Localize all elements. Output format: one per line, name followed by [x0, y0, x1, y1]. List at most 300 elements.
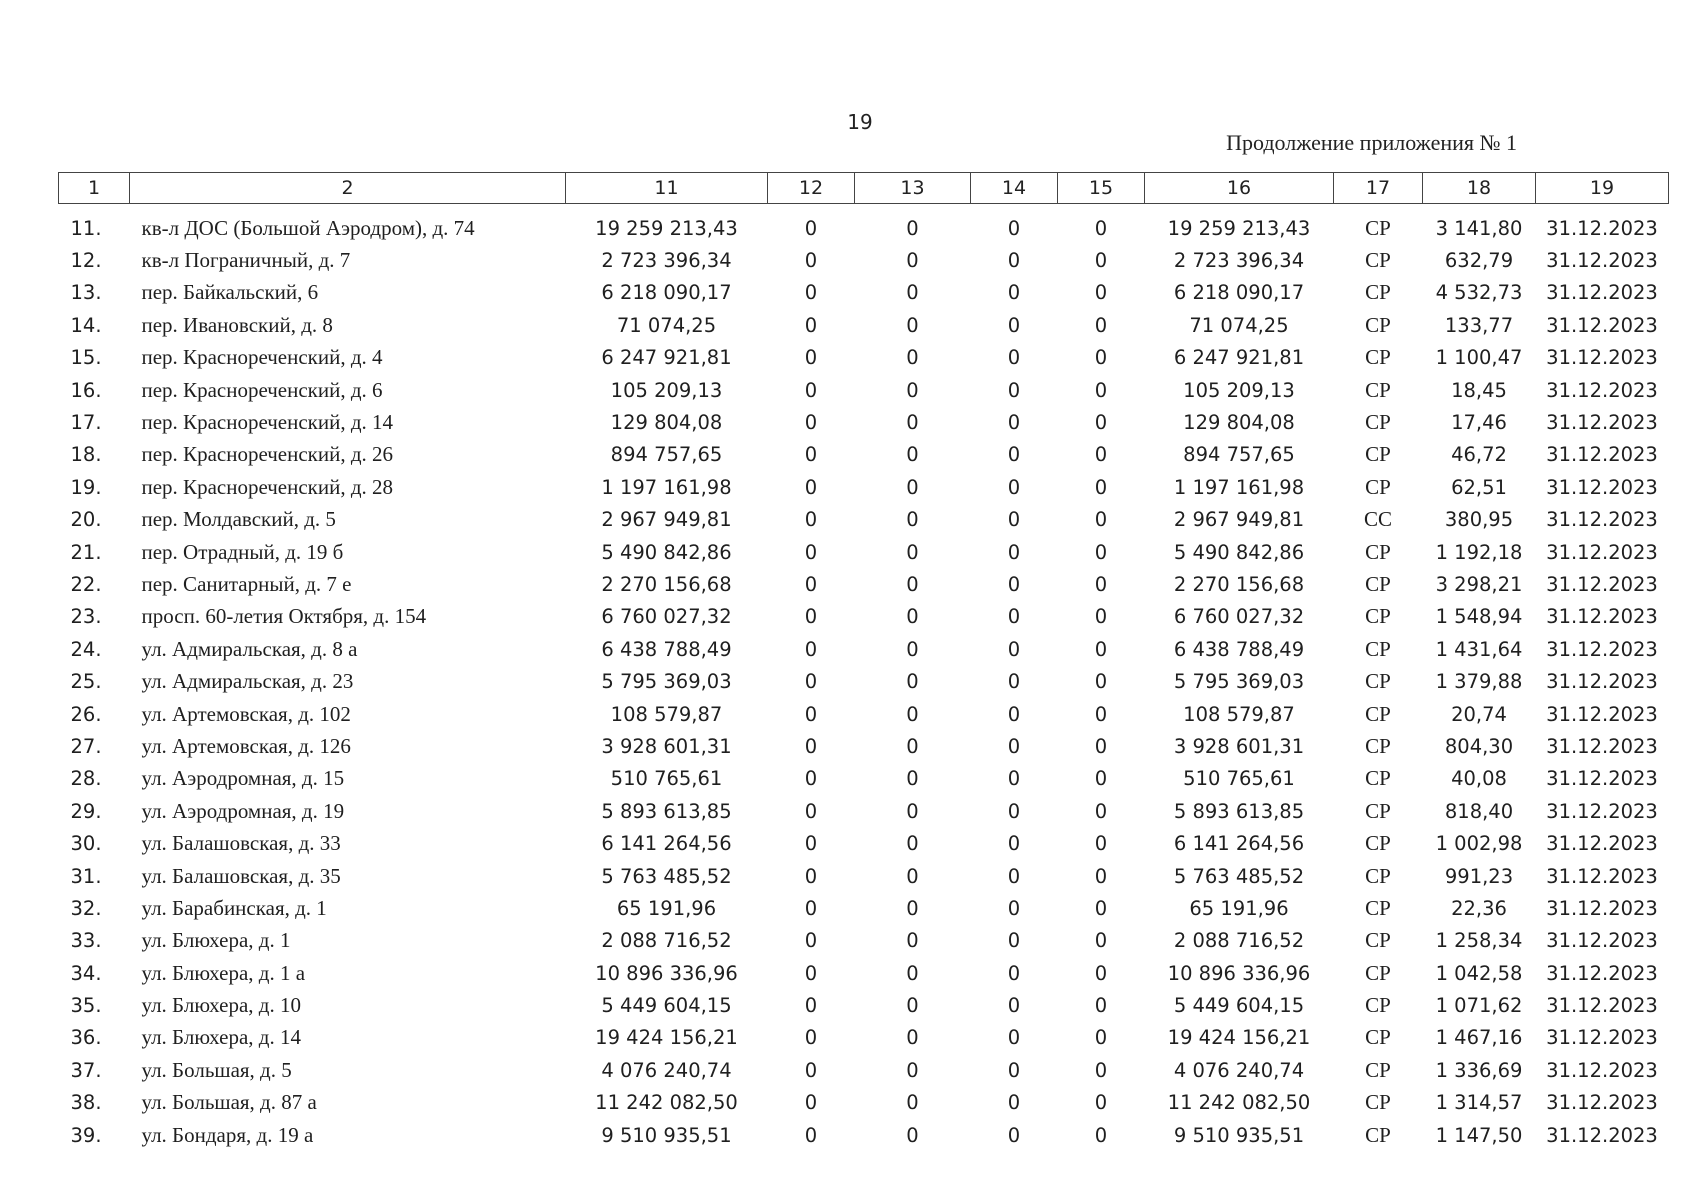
value-cell: 0 [1094, 605, 1108, 629]
value-cell: 0 [1007, 540, 1021, 564]
row-number: 37. [70, 1058, 102, 1082]
row-number: 16. [70, 378, 102, 402]
area-cell: 1 467,16 [1435, 1026, 1523, 1050]
value-cell: 0 [906, 313, 919, 337]
amount-cell: 6 141 264,56 [601, 832, 732, 856]
total-cell: 6 760 027,32 [1173, 605, 1305, 629]
address-cell: пер. Краснореченский, д. 6 [141, 377, 383, 402]
category-cell: СР [1365, 377, 1391, 402]
continuation-label: Продолжение приложения № 1 [1226, 130, 1517, 155]
row-number: 38. [70, 1091, 102, 1115]
address-cell: ул. Блюхера, д. 1 [141, 928, 291, 953]
category-cell: СР [1365, 733, 1391, 758]
address-cell: ул. Артемовская, д. 126 [141, 733, 351, 758]
area-cell: 133,77 [1444, 313, 1514, 337]
data-table [58, 172, 1669, 1151]
value-cell: 0 [804, 281, 818, 305]
category-cell: СР [1365, 410, 1391, 435]
table-row [59, 536, 1669, 568]
value-cell: 0 [1094, 670, 1108, 694]
value-cell: 0 [1094, 994, 1108, 1018]
category-cell: СР [1365, 215, 1391, 240]
value-cell: 0 [804, 994, 818, 1018]
value-cell: 0 [1094, 313, 1108, 337]
value-cell: 0 [906, 216, 919, 240]
value-cell: 0 [1094, 378, 1108, 402]
value-cell: 0 [804, 313, 818, 337]
date-cell: 31.12.2023 [1546, 864, 1658, 888]
address-cell: ул. Адмиральская, д. 8 а [141, 636, 358, 661]
table-row [59, 925, 1669, 957]
area-cell: 991,23 [1444, 864, 1514, 888]
value-cell: 0 [1007, 929, 1021, 953]
area-cell: 1 100,47 [1435, 346, 1523, 370]
value-cell: 0 [1094, 832, 1108, 856]
category-cell: СР [1365, 1090, 1391, 1115]
value-cell: 0 [804, 929, 818, 953]
row-number: 22. [70, 572, 102, 596]
value-cell: 0 [1007, 508, 1021, 532]
date-cell: 31.12.2023 [1546, 1058, 1658, 1082]
total-cell: 3 928 601,31 [1173, 734, 1305, 758]
row-number: 14. [70, 313, 102, 337]
amount-cell: 9 510 935,51 [601, 1123, 732, 1147]
value-cell: 0 [906, 929, 919, 953]
amount-cell: 4 076 240,74 [601, 1058, 732, 1082]
value-cell: 0 [804, 832, 818, 856]
total-cell: 894 757,65 [1183, 443, 1295, 467]
address-cell: ул. Большая, д. 5 [141, 1057, 292, 1082]
category-cell: СР [1365, 1057, 1391, 1082]
category-cell: СР [1365, 539, 1391, 564]
row-number: 20. [70, 508, 102, 532]
address-cell: ул. Аэродромная, д. 15 [141, 766, 345, 791]
page-number: 19 [847, 110, 873, 134]
value-cell: 0 [1007, 216, 1021, 240]
address-cell: пер. Отрадный, д. 19 б [141, 539, 344, 564]
value-cell: 0 [906, 346, 919, 370]
table-row [59, 471, 1669, 503]
date-cell: 31.12.2023 [1546, 799, 1658, 823]
value-cell: 0 [906, 864, 919, 888]
value-cell: 0 [1007, 605, 1021, 629]
table-row [59, 1087, 1669, 1119]
table-row [59, 204, 1669, 245]
column-header: 16 [1145, 173, 1334, 204]
table-row [59, 374, 1669, 406]
date-cell: 31.12.2023 [1546, 961, 1658, 985]
category-cell: СР [1365, 474, 1391, 499]
area-cell: 1 336,69 [1435, 1058, 1523, 1082]
value-cell: 0 [804, 1091, 818, 1115]
row-number: 18. [70, 443, 102, 467]
total-cell: 1 197 161,98 [1173, 475, 1305, 499]
value-cell: 0 [906, 832, 919, 856]
value-cell: 0 [804, 1123, 818, 1147]
value-cell: 0 [1094, 734, 1108, 758]
address-cell: пер. Краснореченский, д. 26 [141, 442, 394, 467]
value-cell: 0 [804, 216, 818, 240]
value-cell: 0 [1007, 1026, 1021, 1050]
date-cell: 31.12.2023 [1546, 540, 1658, 564]
total-cell: 6 247 921,81 [1173, 346, 1305, 370]
value-cell: 0 [906, 1123, 919, 1147]
address-cell: ул. Большая, д. 87 а [141, 1090, 317, 1115]
value-cell: 0 [906, 281, 919, 305]
value-cell: 0 [1094, 896, 1108, 920]
value-cell: 0 [1007, 443, 1021, 467]
amount-cell: 1 197 161,98 [601, 475, 732, 499]
area-cell: 46,72 [1451, 443, 1507, 467]
total-cell: 5 449 604,15 [1173, 994, 1305, 1018]
amount-cell: 510 765,61 [610, 767, 723, 791]
value-cell: 0 [906, 896, 919, 920]
row-number: 12. [70, 249, 102, 273]
row-number: 39. [70, 1123, 102, 1147]
value-cell: 0 [804, 961, 818, 985]
table-body [59, 204, 1669, 1152]
value-cell: 0 [804, 670, 818, 694]
value-cell: 0 [1007, 346, 1021, 370]
value-cell: 0 [1094, 1123, 1108, 1147]
address-cell: кв-л ДОС (Большой Аэродром), д. 74 [141, 215, 475, 240]
table-row [59, 957, 1669, 989]
date-cell: 31.12.2023 [1546, 313, 1658, 337]
row-number: 15. [70, 346, 102, 370]
row-number: 19. [70, 475, 102, 499]
date-cell: 31.12.2023 [1546, 605, 1658, 629]
table-row [59, 698, 1669, 730]
value-cell: 0 [906, 443, 919, 467]
total-cell: 65 191,96 [1189, 896, 1289, 920]
area-cell: 804,30 [1444, 734, 1514, 758]
address-cell: ул. Балашовская, д. 33 [141, 831, 341, 856]
category-cell: СР [1365, 604, 1391, 629]
area-cell: 1 431,64 [1435, 637, 1523, 661]
date-cell: 31.12.2023 [1546, 637, 1658, 661]
category-cell: СР [1365, 312, 1391, 337]
table-row [59, 244, 1669, 276]
amount-cell: 65 191,96 [616, 896, 717, 920]
address-cell: кв-л Пограничный, д. 7 [141, 248, 351, 273]
category-cell: СР [1365, 960, 1391, 985]
total-cell: 105 209,13 [1183, 378, 1295, 402]
value-cell: 0 [1094, 929, 1108, 953]
total-cell: 108 579,87 [1183, 702, 1295, 726]
value-cell: 0 [906, 637, 919, 661]
column-header: 17 [1334, 173, 1423, 204]
area-cell: 1 002,98 [1435, 832, 1523, 856]
value-cell: 0 [804, 896, 818, 920]
total-cell: 5 490 842,86 [1173, 540, 1305, 564]
table-row [59, 730, 1669, 762]
address-cell: ул. Адмиральская, д. 23 [141, 669, 354, 694]
category-cell: СС [1363, 507, 1392, 532]
total-cell: 19 259 213,43 [1167, 216, 1311, 240]
amount-cell: 2 270 156,68 [601, 572, 732, 596]
category-cell: СР [1365, 831, 1391, 856]
area-cell: 1 314,57 [1435, 1091, 1523, 1115]
value-cell: 0 [1094, 216, 1108, 240]
value-cell: 0 [804, 508, 818, 532]
value-cell: 0 [804, 443, 818, 467]
value-cell: 0 [804, 572, 818, 596]
value-cell: 0 [906, 378, 919, 402]
date-cell: 31.12.2023 [1546, 896, 1658, 920]
category-cell: СР [1365, 701, 1391, 726]
total-cell: 11 242 082,50 [1167, 1091, 1311, 1115]
value-cell: 0 [1094, 572, 1108, 596]
value-cell: 0 [1007, 994, 1021, 1018]
row-number: 23. [70, 605, 102, 629]
amount-cell: 6 438 788,49 [601, 637, 732, 661]
table-row [59, 504, 1669, 536]
date-cell: 31.12.2023 [1546, 702, 1658, 726]
value-cell: 0 [1007, 864, 1021, 888]
area-cell: 1 258,34 [1435, 929, 1523, 953]
date-cell: 31.12.2023 [1546, 508, 1658, 532]
table-row [59, 892, 1669, 924]
value-cell: 0 [1007, 281, 1021, 305]
table-row [59, 860, 1669, 892]
value-cell: 0 [906, 734, 919, 758]
total-cell: 6 141 264,56 [1173, 832, 1305, 856]
area-cell: 17,46 [1451, 411, 1507, 435]
date-cell: 31.12.2023 [1546, 994, 1658, 1018]
address-cell: ул. Балашовская, д. 35 [141, 863, 341, 888]
table-row [59, 1119, 1669, 1151]
value-cell: 0 [1094, 475, 1108, 499]
value-cell: 0 [1094, 637, 1108, 661]
date-cell: 31.12.2023 [1546, 832, 1658, 856]
amount-cell: 2 723 396,34 [601, 249, 732, 273]
table-row [59, 406, 1669, 438]
value-cell: 0 [804, 605, 818, 629]
category-cell: СР [1365, 442, 1391, 467]
date-cell: 31.12.2023 [1546, 249, 1658, 273]
category-cell: СР [1365, 1025, 1391, 1050]
category-cell: СР [1365, 863, 1391, 888]
value-cell: 0 [1094, 346, 1108, 370]
row-number: 11. [70, 216, 102, 240]
total-cell: 2 270 156,68 [1173, 572, 1305, 596]
value-cell: 0 [1007, 411, 1021, 435]
date-cell: 31.12.2023 [1546, 346, 1658, 370]
date-cell: 31.12.2023 [1546, 281, 1658, 305]
value-cell: 0 [1007, 702, 1021, 726]
address-cell: ул. Блюхера, д. 1 а [141, 960, 306, 985]
value-cell: 0 [1007, 1123, 1021, 1147]
value-cell: 0 [804, 249, 818, 273]
table-row [59, 277, 1669, 309]
amount-cell: 2 088 716,52 [601, 929, 732, 953]
row-number: 24. [70, 637, 102, 661]
table-row [59, 795, 1669, 827]
row-number: 34. [70, 961, 102, 985]
column-header: 12 [768, 173, 855, 204]
date-cell: 31.12.2023 [1546, 929, 1658, 953]
value-cell: 0 [906, 605, 919, 629]
total-cell: 5 893 613,85 [1173, 799, 1305, 823]
value-cell: 0 [906, 1058, 919, 1082]
date-cell: 31.12.2023 [1546, 670, 1658, 694]
date-cell: 31.12.2023 [1546, 1026, 1658, 1050]
address-cell: пер. Краснореченский, д. 28 [141, 474, 394, 499]
value-cell: 0 [906, 961, 919, 985]
value-cell: 0 [1007, 313, 1021, 337]
address-cell: пер. Ивановский, д. 8 [141, 312, 333, 337]
address-cell: ул. Блюхера, д. 10 [141, 993, 301, 1018]
column-header: 13 [855, 173, 971, 204]
value-cell: 0 [1094, 864, 1108, 888]
area-cell: 1 147,50 [1435, 1123, 1523, 1147]
area-cell: 1 548,94 [1435, 605, 1523, 629]
address-cell: пер. Краснореченский, д. 14 [141, 410, 394, 435]
amount-cell: 6 247 921,81 [601, 346, 732, 370]
value-cell: 0 [1007, 249, 1021, 273]
column-header: 1 [59, 173, 130, 204]
value-cell: 0 [1007, 734, 1021, 758]
value-cell: 0 [1007, 961, 1021, 985]
value-cell: 0 [804, 475, 818, 499]
category-cell: СР [1365, 248, 1391, 273]
address-cell: пер. Краснореченский, д. 4 [141, 345, 383, 370]
total-cell: 129 804,08 [1183, 411, 1295, 435]
value-cell: 0 [906, 799, 919, 823]
value-cell: 0 [804, 411, 818, 435]
category-cell: СР [1365, 928, 1391, 953]
row-number: 31. [70, 864, 102, 888]
value-cell: 0 [1007, 1058, 1021, 1082]
row-number: 35. [70, 994, 102, 1018]
total-cell: 9 510 935,51 [1173, 1123, 1305, 1147]
amount-cell: 5 795 369,03 [601, 670, 732, 694]
area-cell: 1 042,58 [1435, 961, 1523, 985]
value-cell: 0 [906, 572, 919, 596]
total-cell: 4 076 240,74 [1173, 1058, 1305, 1082]
value-cell: 0 [1094, 1091, 1108, 1115]
amount-cell: 5 763 485,52 [601, 864, 732, 888]
value-cell: 0 [1094, 799, 1108, 823]
address-cell: ул. Барабинская, д. 1 [141, 895, 327, 920]
value-cell: 0 [804, 1058, 818, 1082]
table-row [59, 342, 1669, 374]
value-cell: 0 [804, 864, 818, 888]
amount-cell: 894 757,65 [610, 443, 723, 467]
value-cell: 0 [1007, 1091, 1021, 1115]
value-cell: 0 [906, 670, 919, 694]
total-cell: 6 218 090,17 [1173, 281, 1305, 305]
category-cell: СР [1365, 1122, 1391, 1147]
row-number: 26. [70, 702, 102, 726]
total-cell: 71 074,25 [1189, 313, 1289, 337]
table-row [59, 1054, 1669, 1086]
area-cell: 1 192,18 [1435, 540, 1523, 564]
area-cell: 3 298,21 [1435, 572, 1523, 596]
value-cell: 0 [1007, 896, 1021, 920]
amount-cell: 71 074,25 [616, 313, 717, 337]
date-cell: 31.12.2023 [1546, 216, 1658, 240]
total-cell: 2 088 716,52 [1173, 929, 1305, 953]
date-cell: 31.12.2023 [1546, 475, 1658, 499]
table-row [59, 763, 1669, 795]
area-cell: 20,74 [1451, 702, 1507, 726]
amount-cell: 5 893 613,85 [601, 799, 732, 823]
row-number: 36. [70, 1026, 102, 1050]
date-cell: 31.12.2023 [1546, 572, 1658, 596]
category-cell: СР [1365, 895, 1391, 920]
table-row [59, 665, 1669, 697]
amount-cell: 108 579,87 [610, 702, 723, 726]
address-cell: ул. Блюхера, д. 14 [141, 1025, 301, 1050]
category-cell: СР [1365, 345, 1391, 370]
value-cell: 0 [906, 508, 919, 532]
address-cell: ул. Бондаря, д. 19 а [141, 1122, 314, 1147]
row-number: 27. [70, 734, 102, 758]
value-cell: 0 [906, 702, 919, 726]
value-cell: 0 [906, 994, 919, 1018]
value-cell: 0 [1094, 767, 1108, 791]
value-cell: 0 [804, 637, 818, 661]
row-number: 21. [70, 540, 102, 564]
column-header: 15 [1058, 173, 1145, 204]
address-cell: ул. Аэродромная, д. 19 [141, 798, 345, 823]
area-cell: 380,95 [1444, 508, 1514, 532]
value-cell: 0 [804, 799, 818, 823]
date-cell: 31.12.2023 [1546, 767, 1658, 791]
amount-cell: 6 760 027,32 [601, 605, 732, 629]
value-cell: 0 [1007, 832, 1021, 856]
total-cell: 19 424 156,21 [1167, 1026, 1311, 1050]
date-cell: 31.12.2023 [1546, 734, 1658, 758]
value-cell: 0 [906, 249, 919, 273]
category-cell: СР [1365, 669, 1391, 694]
value-cell: 0 [804, 767, 818, 791]
area-cell: 18,45 [1451, 378, 1507, 402]
total-cell: 2 723 396,34 [1173, 249, 1305, 273]
value-cell: 0 [906, 540, 919, 564]
area-cell: 1 379,88 [1435, 670, 1523, 694]
date-cell: 31.12.2023 [1546, 411, 1658, 435]
total-cell: 510 765,61 [1183, 767, 1295, 791]
row-number: 29. [70, 799, 102, 823]
value-cell: 0 [1094, 961, 1108, 985]
address-cell: просп. 60-летия Октября, д. 154 [141, 604, 427, 629]
area-cell: 22,36 [1451, 896, 1507, 920]
value-cell: 0 [1007, 378, 1021, 402]
amount-cell: 6 218 090,17 [601, 281, 732, 305]
table-row [59, 309, 1669, 341]
amount-cell: 3 928 601,31 [601, 734, 732, 758]
area-cell: 62,51 [1451, 475, 1507, 499]
area-cell: 818,40 [1444, 799, 1514, 823]
value-cell: 0 [1094, 443, 1108, 467]
row-number: 28. [70, 767, 102, 791]
table-row [59, 827, 1669, 859]
area-cell: 3 141,80 [1435, 216, 1523, 240]
column-header: 14 [971, 173, 1058, 204]
category-cell: СР [1365, 993, 1391, 1018]
header-row [59, 173, 1669, 204]
row-number: 25. [70, 670, 102, 694]
category-cell: СР [1365, 571, 1391, 596]
column-header: 11 [566, 173, 768, 204]
total-cell: 6 438 788,49 [1173, 637, 1305, 661]
value-cell: 0 [1007, 670, 1021, 694]
address-cell: ул. Артемовская, д. 102 [141, 701, 351, 726]
value-cell: 0 [1007, 767, 1021, 791]
value-cell: 0 [906, 1026, 919, 1050]
